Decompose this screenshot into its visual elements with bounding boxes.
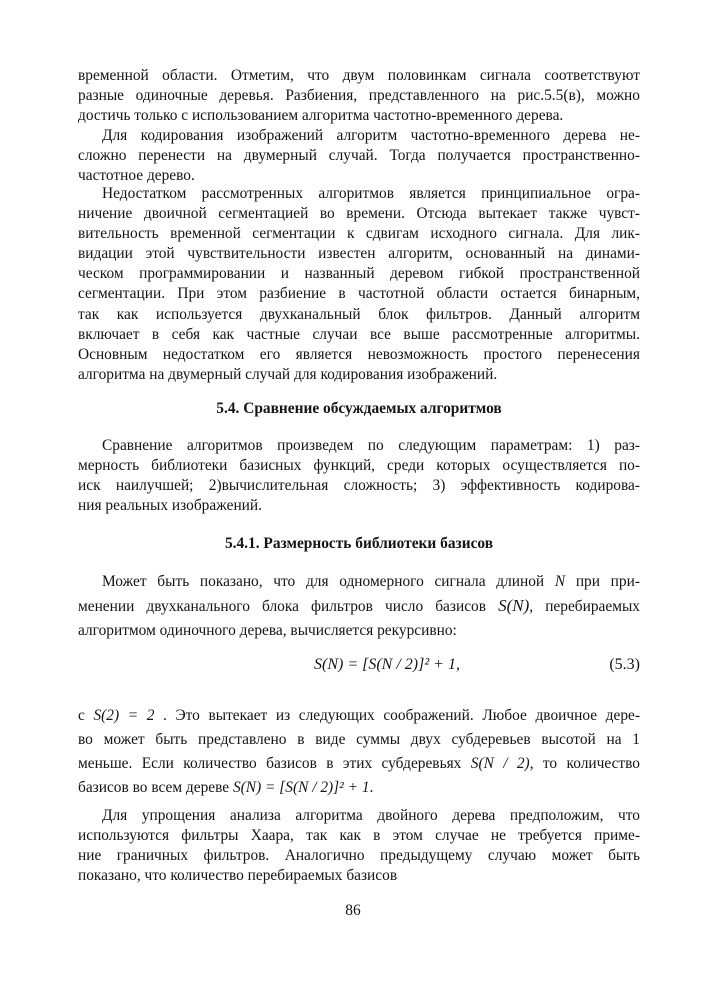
equation-expression: S(N) = [S(N / 2)]² + 1,	[314, 656, 460, 673]
paragraph-1	[78, 66, 640, 126]
text-line: мерность библиотеки базисных функций, среди которых осуществляется по-	[78, 457, 640, 475]
text-line: сложно перенести на двумерный случай. Тогда получается пространственно-	[78, 147, 640, 165]
text-line: ния реальных изображений.	[78, 497, 262, 515]
text-line: Основным недостатком его является невозможность простого перенесения	[78, 345, 640, 363]
text-line: вительность временной сегментации к сдвигам исходного сигнала. Для лик-	[78, 225, 640, 243]
text-line: алгоритмом одиночного дерева, вычисляется рекурсивно:	[78, 622, 457, 639]
text-line: сегментации. При этом разбиение в частотной области остается бинарным,	[78, 285, 640, 303]
text-line: меньше. Если количество базисов в этих субдеревьях S(N / 2), то количество	[78, 755, 640, 772]
text-line: Сравнение алгоритмов произведем по следующим параметрам: 1) раз-	[102, 437, 640, 454]
text-line: Для кодирования изображений алгоритм частотно-временного дерева не-	[102, 127, 640, 144]
paragraph-5	[78, 570, 640, 643]
equation-number: (5.3)	[609, 656, 640, 673]
text-line: базисов во всем дереве S(N) = [S(N / 2)]² + 1.	[78, 779, 374, 796]
subsection-heading: 5.4.1. Размерность библиотеки базисов	[224, 535, 494, 552]
paragraph-3	[78, 184, 640, 385]
math-expression: S(2) = 2	[93, 707, 155, 724]
text-line: с S(2) = 2 . Это вытекает из следующих соображений. Любое двоичное дере-	[78, 707, 640, 724]
paragraph-4	[78, 436, 640, 516]
text-line: Может быть показано, что для одномерного сигнала длиной N при при-	[102, 573, 640, 590]
text-line: ческом программировании и названный деревом гибкой пространственной	[78, 265, 640, 283]
text-line: видации этой чувствительности известен алгоритм, основанный на динами-	[78, 245, 640, 263]
paragraph-7	[78, 806, 640, 886]
paragraph-6	[78, 704, 640, 800]
text-line: временной области. Отметим, что двум половинкам сигнала соответствуют	[78, 67, 640, 84]
section-heading: 5.4. Сравнение обсуждаемых алгоритмов	[216, 400, 502, 417]
text-line: менении двухканального блока фильтров число базисов S(N), перебираемых	[78, 596, 640, 615]
math-expression: S(N)	[498, 596, 530, 615]
paragraph-2	[78, 126, 640, 186]
text-line: показано, что количество перебираемых базисов	[78, 867, 398, 885]
text-line: Для упрощения анализа алгоритма двойного дерева предположим, что	[102, 807, 640, 824]
text-line: частотное дерево.	[78, 167, 195, 185]
text-line: иск наилучшей; 2)вычислительная сложность; 3) эффективность кодирова-	[78, 477, 640, 495]
math-expression: S(N / 2)	[470, 755, 530, 772]
text-line: включает в себя как частные случаи все выше рассмотренные алгоритмы.	[78, 325, 640, 343]
equation-5-3	[78, 656, 640, 682]
math-expression: S(N) = [S(N / 2)]² + 1	[232, 779, 370, 796]
text-line: достичь только с использованием алгоритма частотно-временного дерева.	[78, 107, 564, 125]
text-line: во может быть представлено в виде суммы двух субдеревьев высотой на 1	[78, 731, 640, 748]
text-line: ничение двоичной сегментацией во времени. Отсюда вытекает также чувст-	[78, 205, 640, 223]
text-line: так как используется двухканальный блок фильтров. Данный алгоритм	[78, 305, 640, 323]
text-line: используются фильтры Хаара, так как в этом случае не требуется приме-	[78, 827, 640, 845]
text-line: разные одиночные деревья. Разбиения, представленного на рис.5.5(в), можно	[78, 87, 640, 105]
text-line: Недостатком рассмотренных алгоритмов является принципиальное огра-	[102, 185, 640, 202]
page-number: 86	[345, 902, 361, 919]
text-line: алгоритма на двумерный случай для кодирования изображений.	[78, 365, 498, 383]
text-line: ние граничных фильтров. Аналогично предыдущему случаю может быть	[78, 847, 640, 865]
